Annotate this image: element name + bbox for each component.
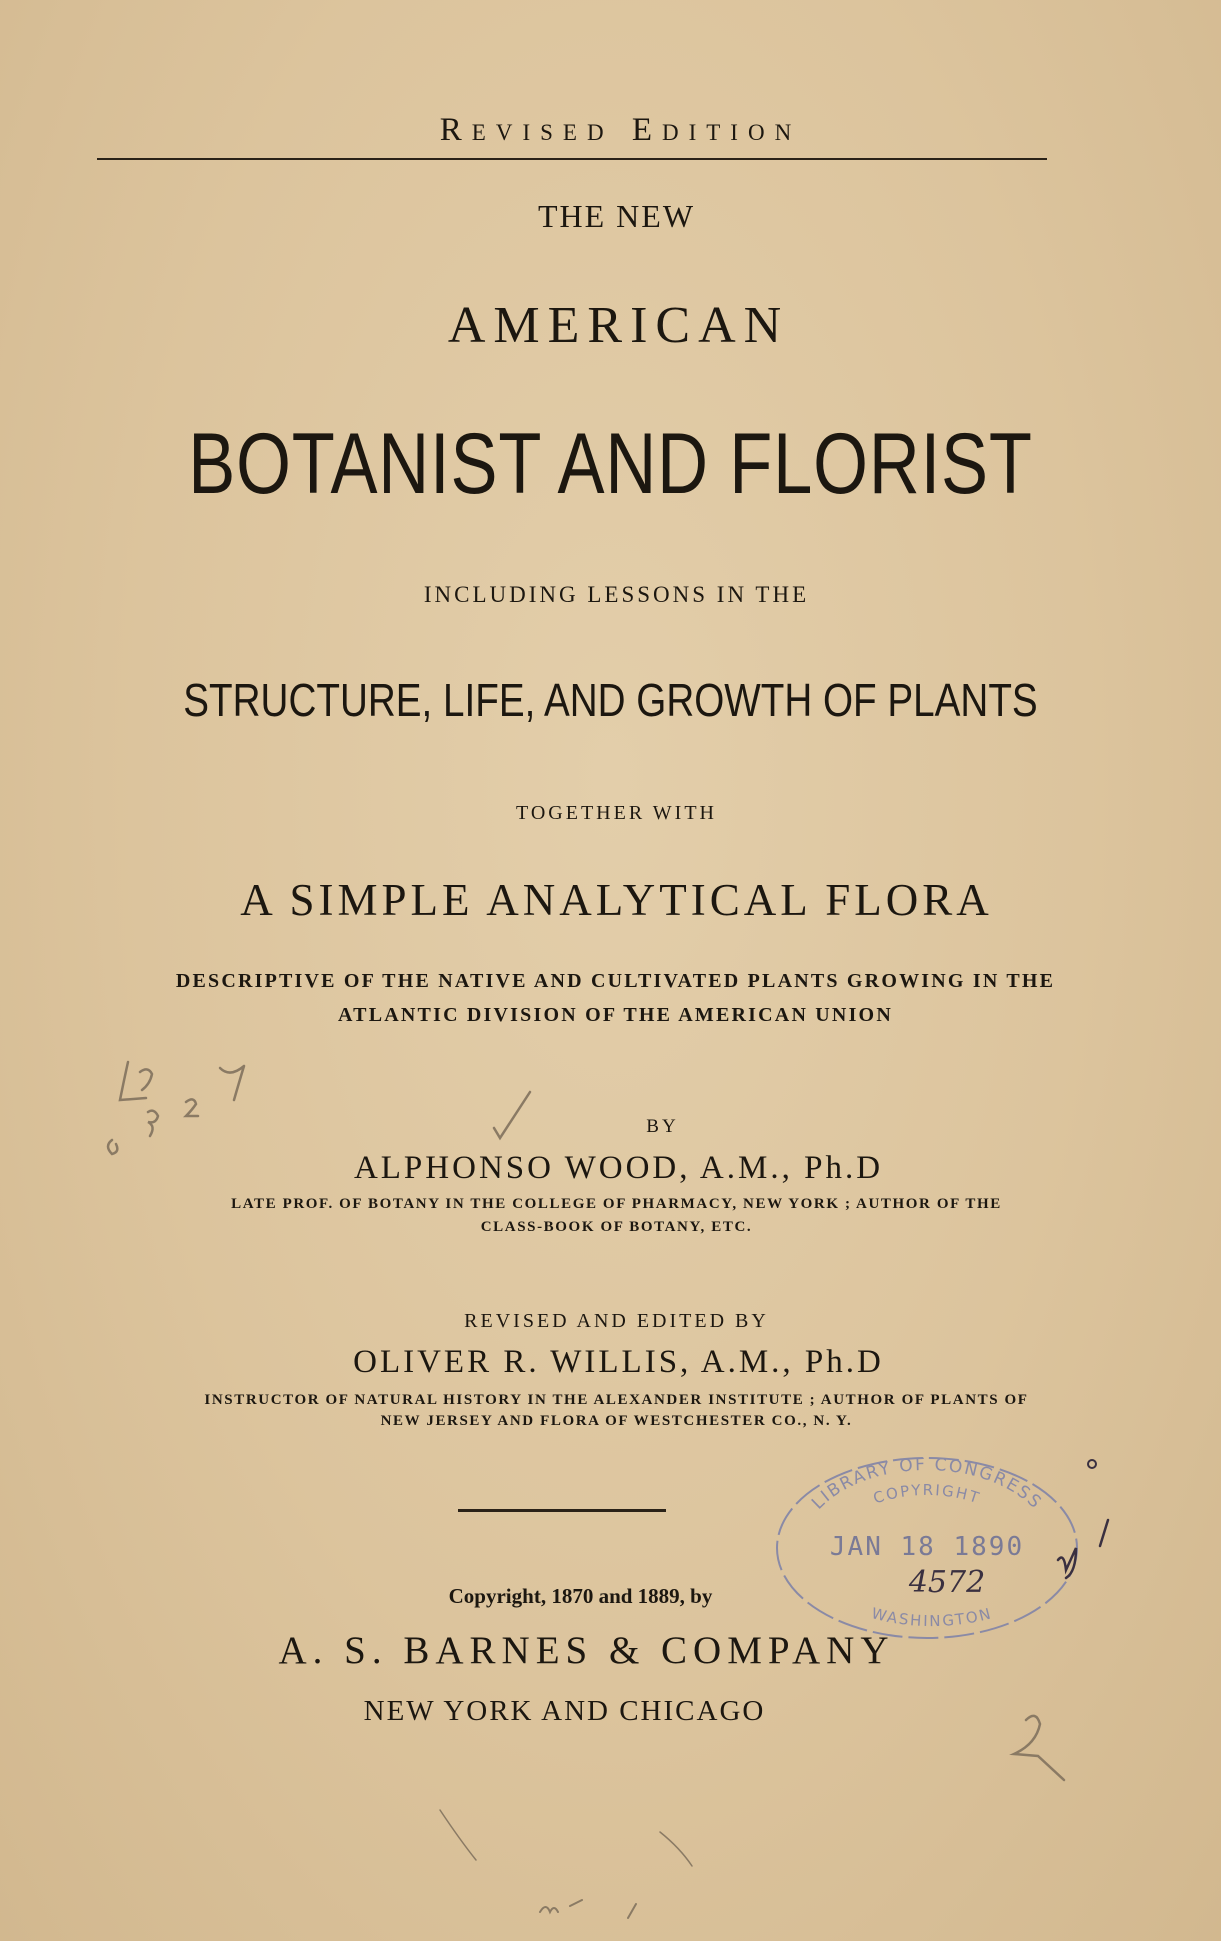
descriptive-line-1: DESCRIPTIVE OF THE NATIVE AND CULTIVATED PLANTS GROWING IN THE	[175, 970, 1056, 992]
author-affiliation-1: LATE PROF. OF BOTANY IN THE COLLEGE OF PHARMACY, NEW YORK ; AUTHOR OF THE	[231, 1196, 1002, 1212]
author-affiliation-2: CLASS-BOOK OF BOTANY, ETC.	[480, 1219, 753, 1235]
stamp-bottom-arc: WASHINGTON	[869, 1604, 995, 1631]
by-label: BY	[646, 1116, 679, 1137]
svg-text:COPYRIGHT	[871, 1481, 983, 1508]
editor-name: OLIVER R. WILLIS, A.M., Ph.D	[353, 1344, 884, 1380]
stamp-handwritten-number: 4572	[908, 1565, 986, 1600]
editor-affiliation-1: INSTRUCTOR OF NATURAL HISTORY IN THE ALEXANDER INSTITUTE ; AUTHOR OF PLANTS OF	[204, 1392, 1029, 1408]
copyright-stamp	[762, 1440, 1092, 1640]
title-line-the-new: THE NEW	[537, 198, 696, 234]
header-rule	[97, 158, 1047, 160]
stamp-date: JAN 18 1890	[829, 1532, 1025, 1562]
revised-by-label: REVISED AND EDITED BY	[464, 1310, 769, 1332]
author-name: ALPHONSO WOOD, A.M., Ph.D	[353, 1150, 884, 1186]
stamp-copyright-label: COPYRIGHT	[871, 1480, 983, 1508]
subtitle-including: INCLUDING LESSONS IN THE	[423, 582, 810, 607]
editor-affiliation-2: NEW JERSEY AND FLORA OF WESTCHESTER CO., N. Y.	[380, 1413, 853, 1429]
title-line-american: AMERICAN	[447, 297, 790, 354]
publisher-name: A. S. BARNES & COMPANY	[278, 1629, 895, 1672]
main-title: BOTANIST AND FLORIST	[188, 416, 1033, 512]
divider-rule	[458, 1509, 666, 1512]
copyright-notice: Copyright, 1870 and 1889, by	[448, 1584, 713, 1608]
svg-text:WASHINGTON	[870, 1604, 995, 1630]
subtitle-together: TOGETHER WITH	[515, 802, 717, 824]
subtitle-structure: STRUCTURE, LIFE, AND GROWTH OF PLANTS	[183, 674, 1038, 726]
publisher-place: NEW YORK AND CHICAGO	[363, 1695, 766, 1727]
subtitle-flora: A SIMPLE ANALYTICAL FLORA	[240, 875, 993, 925]
edition-header: Revised Edition	[439, 112, 802, 148]
stamp-top-arc: LIBRARY OF CONGRESS	[808, 1454, 1046, 1514]
descriptive-line-2: ATLANTIC DIVISION OF THE AMERICAN UNION	[338, 1004, 893, 1026]
